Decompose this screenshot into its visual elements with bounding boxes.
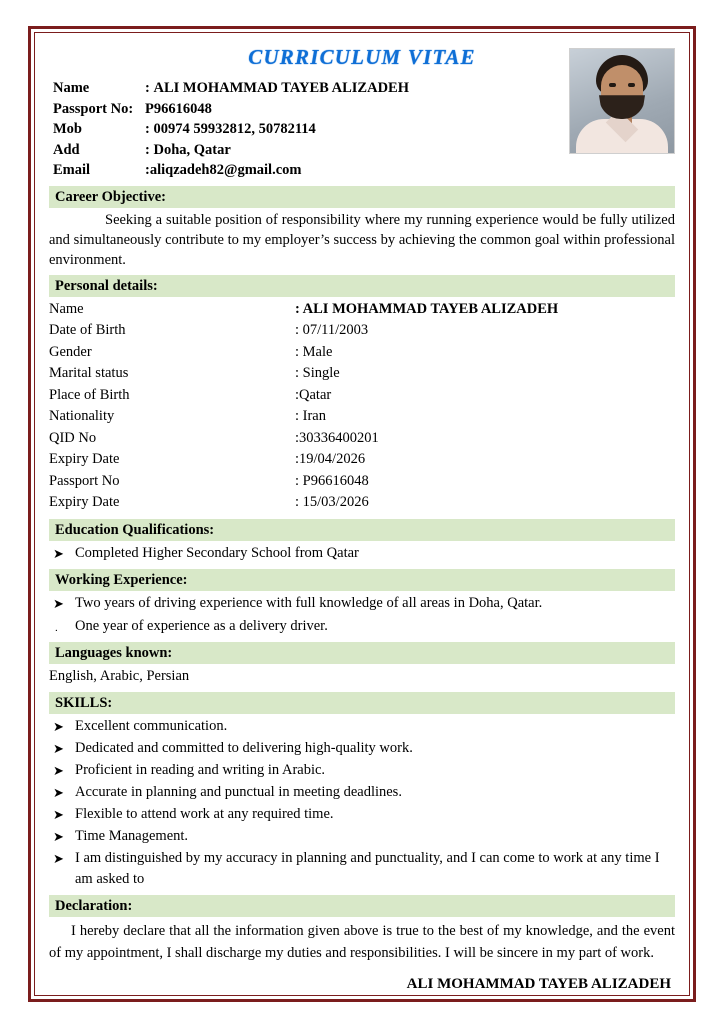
section-header-career-objective: Career Objective: xyxy=(49,186,675,208)
section-header-languages: Languages known: xyxy=(49,642,675,664)
career-objective-text: Seeking a suitable position of responsibility where my running experience would be fully utilized and simultaneously contribute to my employer’s success by achieving the common goal within professional environment. xyxy=(49,211,675,268)
table-row xyxy=(49,428,675,450)
applicant-photo xyxy=(569,48,675,154)
contact-label: Mob xyxy=(53,121,82,137)
list-item xyxy=(49,716,675,737)
page-outer-border xyxy=(28,26,696,1002)
contact-value: : ALI MOHAMMAD TAYEB ALIZADEH xyxy=(145,80,409,96)
email-value: :aliqzadeh82@gmail.com xyxy=(145,162,302,178)
skills-list xyxy=(49,716,675,890)
table-row xyxy=(49,449,675,471)
detail-value: :19/04/2026 xyxy=(295,451,366,467)
table-row xyxy=(49,363,675,385)
detail-value: : P96616048 xyxy=(295,472,369,489)
contact-label: Passport No: xyxy=(53,100,134,117)
page-title: CURRICULUM VITAE xyxy=(248,45,476,69)
contact-label: Add xyxy=(53,141,80,158)
table-row xyxy=(49,385,675,407)
table-row xyxy=(49,471,675,493)
detail-key: Gender xyxy=(49,343,92,360)
detail-key: Nationality xyxy=(49,408,115,424)
arrow-bullet-icon: ➤ xyxy=(53,784,64,800)
education-list xyxy=(49,543,675,564)
table-row xyxy=(49,320,675,342)
contact-row xyxy=(53,99,559,120)
contact-row xyxy=(53,140,559,161)
list-item xyxy=(49,760,675,781)
detail-key: Date of Birth xyxy=(49,322,126,338)
contact-value: : Doha, Qatar xyxy=(145,141,231,158)
header-section xyxy=(49,78,675,181)
list-item-text: Proficient in reading and writing in Arabic. xyxy=(75,761,326,778)
contact-row xyxy=(53,119,559,140)
list-item-text: Excellent communication. xyxy=(75,717,228,734)
contact-value: P96616048 xyxy=(145,100,212,117)
table-row xyxy=(49,492,675,514)
section-header-experience: Working Experience: xyxy=(49,569,675,591)
detail-value: :30336400201 xyxy=(295,429,379,446)
arrow-bullet-icon: ➤ xyxy=(53,595,64,611)
list-item-text: Completed Higher Secondary School from Qatar xyxy=(75,544,359,561)
experience-sub-item xyxy=(49,616,675,637)
contact-label: Email xyxy=(53,162,91,178)
list-item xyxy=(49,593,675,614)
arrow-bullet-icon: ➤ xyxy=(53,718,64,734)
signature-name: ALI MOHAMMAD TAYEB ALIZADEH xyxy=(406,975,671,992)
contact-row xyxy=(53,78,559,99)
table-row xyxy=(49,299,675,321)
list-item xyxy=(49,826,675,847)
section-header-personal-details: Personal details: xyxy=(49,275,675,297)
list-item xyxy=(49,738,675,759)
detail-key: Place of Birth xyxy=(49,386,130,403)
detail-value: :Qatar xyxy=(295,386,332,403)
experience-sub-text: One year of experience as a delivery driver. xyxy=(75,617,328,634)
list-item-text: Accurate in planning and punctual in meeting deadlines. xyxy=(75,783,402,800)
detail-value: : Iran xyxy=(295,408,326,424)
section-header-skills: SKILLS: xyxy=(49,692,675,714)
arrow-bullet-icon: ➤ xyxy=(53,806,64,822)
detail-key: Name xyxy=(49,300,84,317)
page-inner-border xyxy=(34,32,690,996)
detail-key: Expiry Date xyxy=(49,494,120,510)
experience-list xyxy=(49,593,675,614)
declaration-text: I hereby declare that all the information given above is true to the best of my knowledge, and the event of my appointment, I shall discharge my duties and responsibilities. I will be sincere in my part of work. xyxy=(49,922,675,961)
table-row xyxy=(49,342,675,364)
arrow-bullet-icon: ➤ xyxy=(53,828,64,844)
list-item xyxy=(49,804,675,825)
detail-key: Expiry Date xyxy=(49,451,120,467)
detail-value: : ALI MOHAMMAD TAYEB ALIZADEH xyxy=(295,300,559,317)
dot-icon: . xyxy=(55,621,58,634)
list-item-text: Flexible to attend work at any required time. xyxy=(75,805,334,822)
list-item-text: Dedicated and committed to delivering high-quality work. xyxy=(75,739,413,756)
arrow-bullet-icon: ➤ xyxy=(53,545,64,561)
table-row xyxy=(49,406,675,428)
detail-key: Marital status xyxy=(49,365,129,381)
list-item xyxy=(49,848,675,890)
list-item-text: I am distinguished by my accuracy in planning and punctuality, and I can come to work at any time I am asked to xyxy=(75,849,660,887)
contact-block xyxy=(49,78,559,181)
detail-key: Passport No xyxy=(49,472,120,489)
detail-value: : 15/03/2026 xyxy=(295,494,369,510)
section-header-education: Education Qualifications: xyxy=(49,519,675,541)
personal-details-table xyxy=(49,299,675,514)
detail-key: QID No xyxy=(49,429,97,446)
detail-value: : Single xyxy=(295,365,340,381)
arrow-bullet-icon: ➤ xyxy=(53,740,64,756)
contact-label: Name xyxy=(53,80,90,96)
detail-value: : Male xyxy=(295,343,333,360)
contact-row-email xyxy=(53,160,559,181)
detail-value: : 07/11/2003 xyxy=(295,322,369,338)
list-item xyxy=(49,543,675,564)
arrow-bullet-icon: ➤ xyxy=(53,762,64,778)
list-item-text: Two years of driving experience with full knowledge of all areas in Doha, Qatar. xyxy=(75,594,543,611)
contact-value: : 00974 59932812, 50782114 xyxy=(145,121,316,137)
list-item xyxy=(49,782,675,803)
section-header-declaration: Declaration: xyxy=(49,895,675,917)
list-item-text: Time Management. xyxy=(75,827,189,844)
languages-text: English, Arabic, Persian xyxy=(49,667,190,684)
arrow-bullet-icon: ➤ xyxy=(53,850,64,866)
